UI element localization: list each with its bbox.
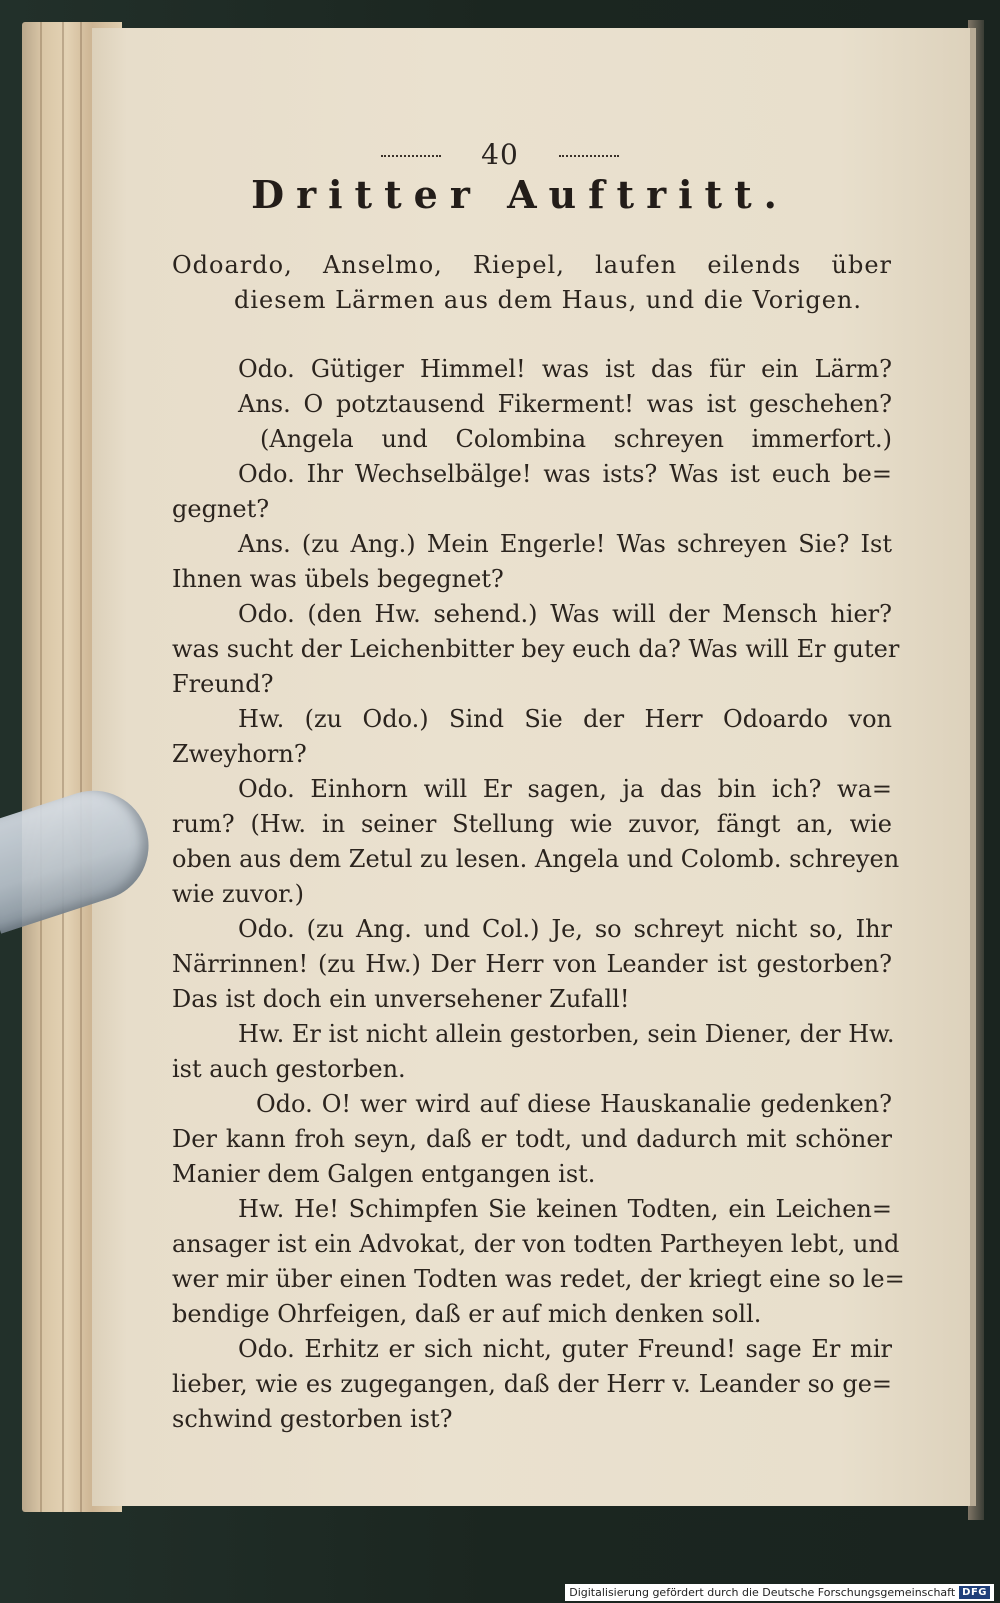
text-line: Odo. (zu Ang. und Col.) Je, so schreyt nicht so, Ihr <box>238 915 892 943</box>
text-line: ansager ist ein Advokat, der von todten Partheyen lebt, und <box>172 1230 900 1258</box>
ornament-left <box>381 155 441 161</box>
text-line: Odo. Erhitz er sich nicht, guter Freund! sage Er mir <box>238 1335 892 1363</box>
text-line: schwind gestorben ist? <box>172 1405 453 1433</box>
text-line: Freund? <box>172 670 274 698</box>
page-number: 40 <box>481 138 519 171</box>
text-line: Ans. (zu Ang.) Mein Engerle! Was schreyen Sie? Ist <box>238 530 892 558</box>
text-line: Odo. Einhorn will Er sagen, ja das bin ich? wa= <box>238 775 892 803</box>
page-edge-line <box>40 22 42 1512</box>
text-line: wer mir über einen Todten was redet, der kriegt eine so le= <box>172 1265 905 1293</box>
text-line: lieber, wie es zugegangen, daß der Herr v. Leander so ge= <box>172 1370 892 1398</box>
stage-direction <box>172 248 892 318</box>
text-line: Das ist doch ein unversehener Zufall! <box>172 985 630 1013</box>
text-line: Ans. O potztausend Fikerment! was ist geschehen? <box>238 390 892 418</box>
text-line: was sucht der Leichenbitter bey euch da? Was will Er guter <box>172 635 900 663</box>
stage-direction-line: diesem Lärmen aus dem Haus, und die Vorigen. <box>234 286 863 314</box>
text-line: Odo. Gütiger Himmel! was ist das für ein Lärm? <box>238 355 892 383</box>
text-line: bendige Ohrfeigen, daß er auf mich denken soll. <box>172 1300 762 1328</box>
text-line: Närrinnen! (zu Hw.) Der Herr von Leander ist gestorben? <box>172 950 892 978</box>
text-line: Zweyhorn? <box>172 740 307 768</box>
scene-title: Dritter Auftritt. <box>251 172 789 217</box>
text-line: gegnet? <box>172 495 270 523</box>
text-line: Odo. (den Hw. sehend.) Was will der Mensch hier? <box>238 600 892 628</box>
dialogue-block <box>172 352 905 1437</box>
text-line: Manier dem Galgen entgangen ist. <box>172 1160 596 1188</box>
page-edge-line <box>62 22 64 1512</box>
footer-credit: Digitalisierung gefördert durch die Deutsche Forschungsgemeinschaft <box>569 1586 956 1599</box>
page-edge-line <box>80 22 82 1512</box>
text-line: ist auch gestorben. <box>172 1055 406 1083</box>
text-line: Hw. (zu Odo.) Sind Sie der Herr Odoardo von <box>238 705 892 733</box>
text-line: Hw. Er ist nicht allein gestorben, sein Diener, der Hw. <box>238 1020 895 1048</box>
text-line: rum? (Hw. in seiner Stellung wie zuvor, fängt an, wie <box>172 810 892 838</box>
text-line: Hw. He! Schimpfen Sie keinen Todten, ein Leichen= <box>238 1195 892 1223</box>
dfg-logo-icon: DFG <box>959 1586 990 1599</box>
text-line: (Angela und Colombina schreyen immerfort.) <box>260 425 892 453</box>
ornament-right <box>559 155 619 161</box>
stage-direction-line: Odoardo, Anselmo, Riepel, laufen eilends über <box>172 251 892 279</box>
text-line: oben aus dem Zetul zu lesen. Angela und Colomb. schreyen <box>172 845 900 873</box>
text-line: Odo. Ihr Wechselbälge! was ists? Was ist euch be= <box>238 460 892 488</box>
text-line: Der kann froh seyn, daß er todt, und dadurch mit schöner <box>172 1125 892 1153</box>
text-line: Ihnen was übels begegnet? <box>172 565 504 593</box>
text-line: wie zuvor.) <box>172 880 304 908</box>
digitization-footer <box>565 1584 994 1601</box>
text-line: Odo. O! wer wird auf diese Hauskanalie gedenken? <box>256 1090 892 1118</box>
page-header <box>200 138 800 171</box>
